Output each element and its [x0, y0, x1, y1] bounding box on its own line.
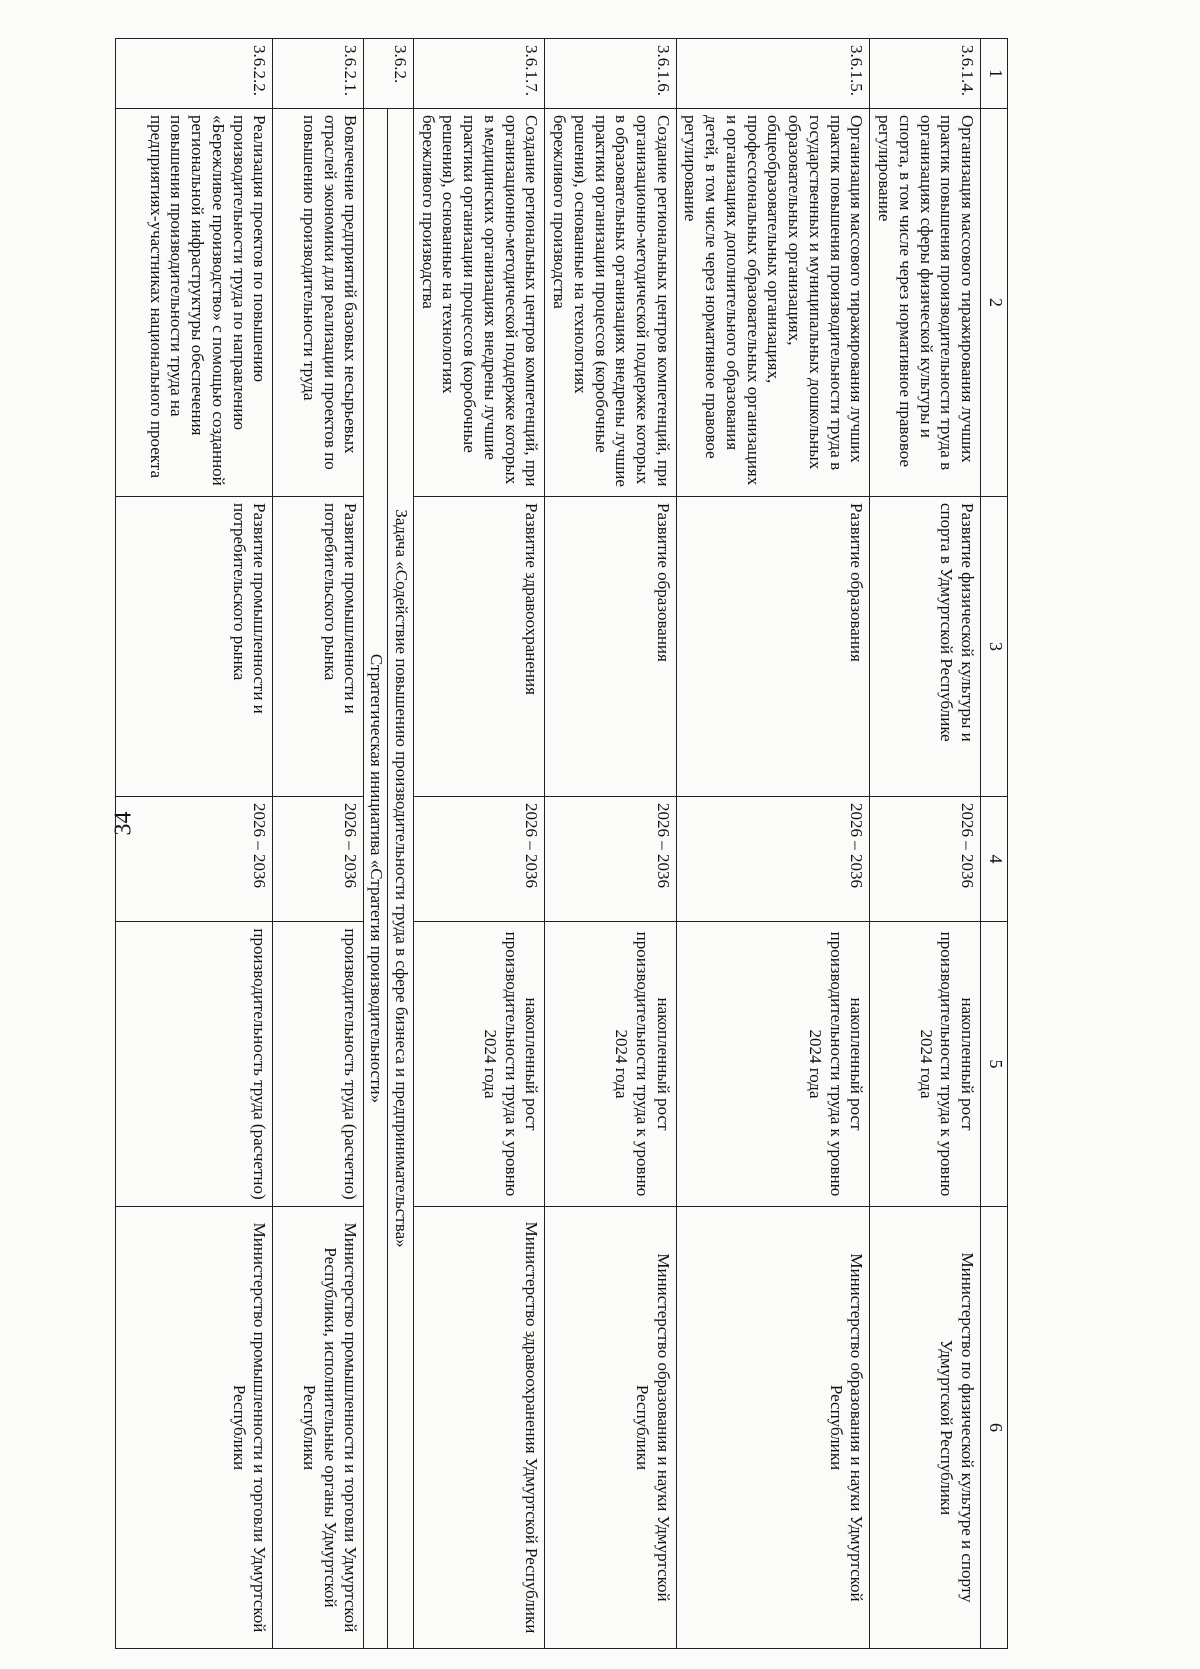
task-number: 3.6.2.: [364, 39, 413, 109]
initiative-title: Стратегическая инициатива «Стратегия производительности»: [364, 109, 388, 1649]
period-cell: 2026 – 2036: [676, 797, 870, 922]
table-row: [116, 39, 273, 1649]
header-cell: 4: [981, 797, 1008, 922]
header-cell: 3: [981, 497, 1008, 797]
table-row: [273, 39, 364, 1649]
program-cell: Развитие образования: [545, 497, 676, 797]
period-cell: 2026 – 2036: [116, 797, 273, 922]
responsible-cell: Министерство образования и науки Удмуртской Республики: [545, 1207, 676, 1649]
header-cell: 2: [981, 109, 1008, 497]
table-row: [413, 39, 544, 1649]
indicator-cell: накопленный рост производительности труда к уровню 2024 года: [413, 922, 544, 1207]
responsible-cell: Министерство промышленности и торговли Удмуртской Республики: [116, 1207, 273, 1649]
measures-table: [115, 38, 1008, 1649]
row-number: 3.6.1.5.: [676, 39, 870, 109]
program-cell: Развитие промышленности и потребительского рынка: [273, 497, 364, 797]
program-cell: Развитие здравоохранения: [413, 497, 544, 797]
responsible-cell: Министерство здравоохранения Удмуртской Республики: [413, 1207, 544, 1649]
row-number: 3.6.1.4.: [870, 39, 981, 109]
initiative-row: [364, 39, 388, 1649]
indicator-cell: производительность труда (расчетно): [273, 922, 364, 1207]
program-cell: Развитие физической культуры и спорта в Удмуртской Республике: [870, 497, 981, 797]
row-number: 3.6.1.6.: [545, 39, 676, 109]
task-row: [388, 39, 414, 1649]
header-cell: 5: [981, 922, 1008, 1207]
table-row: [870, 39, 981, 1649]
period-cell: 2026 – 2036: [273, 797, 364, 922]
action-cell: Организация массового тиражирования лучших практик повышения производительности труда в организациях сферы физической культуры и спорта, в том числе через нормативное правовое регулирование: [870, 109, 981, 497]
header-row: [981, 39, 1008, 1649]
header-cell: 1: [981, 39, 1008, 109]
program-cell: Развитие образования: [676, 497, 870, 797]
period-cell: 2026 – 2036: [413, 797, 544, 922]
responsible-cell: Министерство промышленности и торговли Удмуртской Республики, исполнительные органы Удмуртской Республики: [273, 1207, 364, 1649]
indicator-cell: накопленный рост производительности труда к уровню 2024 года: [870, 922, 981, 1207]
period-cell: 2026 – 2036: [545, 797, 676, 922]
task-title: Задача «Содействие повышению производительности труда в сфере бизнеса и предпринимательства»: [388, 109, 414, 1649]
action-cell: Создание региональных центров компетенций, при организационно-методической поддержке которых в образовательных организациях внедрены лучшие практики организации процессов (коробочные решения), основанные на технологиях бережливого производства: [545, 109, 676, 497]
page-number: 34: [110, 811, 137, 836]
action-cell: Вовлечение предприятий базовых несырьевых отраслей экономики для реализации проектов по повышению производительности труда: [273, 109, 364, 497]
program-cell: Развитие промышленности и потребительского рынка: [116, 497, 273, 797]
action-cell: Реализация проектов по повышению производительности труда по направлению «Бережливое производство» с помощью созданной региональной инфраструктуры обеспечения повышения производительности труда на предприятиях-участниках национального проекта: [116, 109, 273, 497]
action-cell: Создание региональных центров компетенций, при организационно-методической поддержке которых в медицинских организациях внедрены лучшие практики организации процессов (коробочные решения), основанные на технологиях бережливого производства: [413, 109, 544, 497]
responsible-cell: Министерство образования и науки Удмуртской Республики: [676, 1207, 870, 1649]
indicator-cell: накопленный рост производительности труда к уровню 2024 года: [676, 922, 870, 1207]
table-row: [676, 39, 870, 1649]
indicator-cell: производительность труда (расчетно): [116, 922, 273, 1207]
row-number: 3.6.2.2.: [116, 39, 273, 109]
responsible-cell: Министерство по физической культуре и спорту Удмуртской Республики: [870, 1207, 981, 1649]
table-row: [545, 39, 676, 1649]
rotated-table-wrapper: [0, 38, 1008, 1648]
header-cell: 6: [981, 1207, 1008, 1649]
period-cell: 2026 – 2036: [870, 797, 981, 922]
row-number: 3.6.2.1.: [273, 39, 364, 109]
row-number: 3.6.1.7.: [413, 39, 544, 109]
indicator-cell: накопленный рост производительности труда к уровню 2024 года: [545, 922, 676, 1207]
action-cell: Организация массового тиражирования лучших практик повышения производительности труда в государственных и муниципальных дошкольных образовательных организациях, общеобразовательных организациях, профессиональных образовательных организациях и организациях дополнительного образования детей, в том числе через нормативное правовое регулирование: [676, 109, 870, 497]
